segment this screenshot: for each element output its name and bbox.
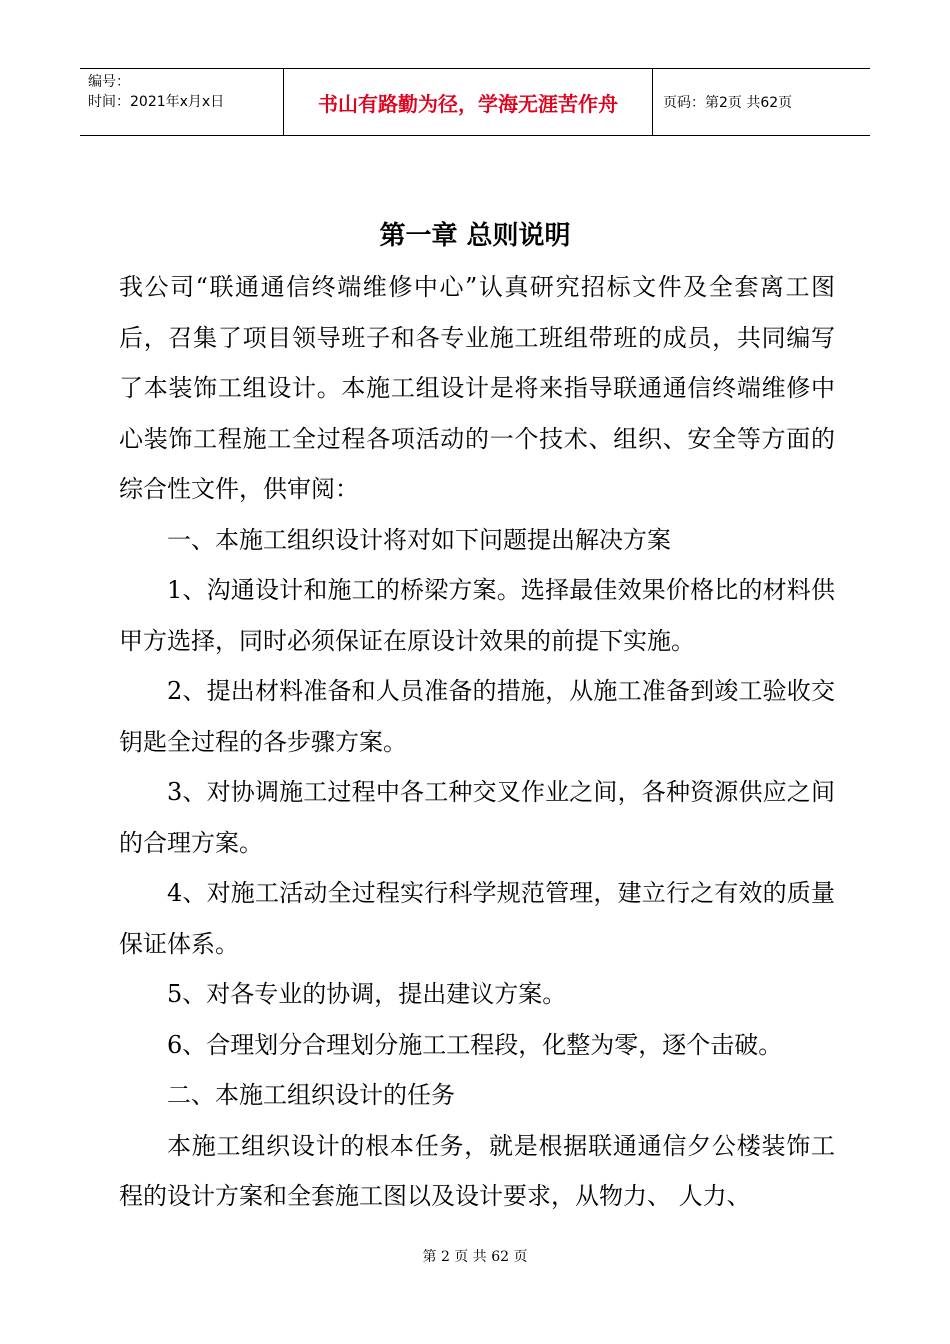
paragraph-section-2: 二、本施工组织设计的任务 [167, 1081, 455, 1109]
paragraph-task: 本施工组织设计的根本任务，就是根据联通通信夕公楼装饰工程的设计方案和全套施工图以及设计要求，从物力、 人力、 [119, 1131, 835, 1210]
document-body [119, 262, 835, 1222]
date-label: 时间：2021年x月x日 [88, 94, 225, 110]
motto: 书山有路勤为径，学海无涯苦作舟 [283, 69, 653, 135]
page-header [80, 68, 870, 136]
paragraph-section-1: 一、本施工组织设计将对如下问题提出解决方案 [167, 525, 671, 554]
paragraph-item-1: 1、沟通设计和施工的桥梁方案。选择最佳效果价格比的材料供甲方选择，同时必须保证在原设计效果的前提下实施。 [119, 576, 835, 655]
paragraph-item-5: 5、对各专业的协调，提出建议方案。 [167, 980, 567, 1008]
paragraph-item-2: 2、提出材料准备和人员准备的措施，从施工准备到竣工验收交钥匙全过程的各步骤方案。 [119, 677, 835, 756]
page-footer: 第 2 页 共 62 页 [422, 1249, 528, 1265]
number-label: 编号： [88, 74, 130, 90]
paragraph-intro: 我公司“联通通信终端维修中心”认真研究招标文件及全套离工图后，召集了项目领导班子和各专业施工班组带班的成员，共同编写了本装饰工组设计。本施工组设计是将来指导联通通信终端维修中心装饰工程施工全过程各项活动的一个技术、组织、安全等方面的综合性文件，供审阅： [119, 273, 835, 503]
page-info: 页码：第2页 共62页 [663, 95, 793, 111]
paragraph-item-6: 6、合理划分合理划分施工工程段，化整为零，逐个击破。 [167, 1030, 783, 1059]
paragraph-item-4: 4、对施工活动全过程实行科学规范管理，建立行之有效的质量保证体系。 [119, 879, 835, 958]
chapter-title: 第一章 总则说明 [379, 221, 571, 251]
paragraph-item-3: 3、对协调施工过程中各工种交叉作业之间，各种资源供应之间的合理方案。 [119, 778, 835, 857]
header-left-cell [80, 69, 283, 135]
